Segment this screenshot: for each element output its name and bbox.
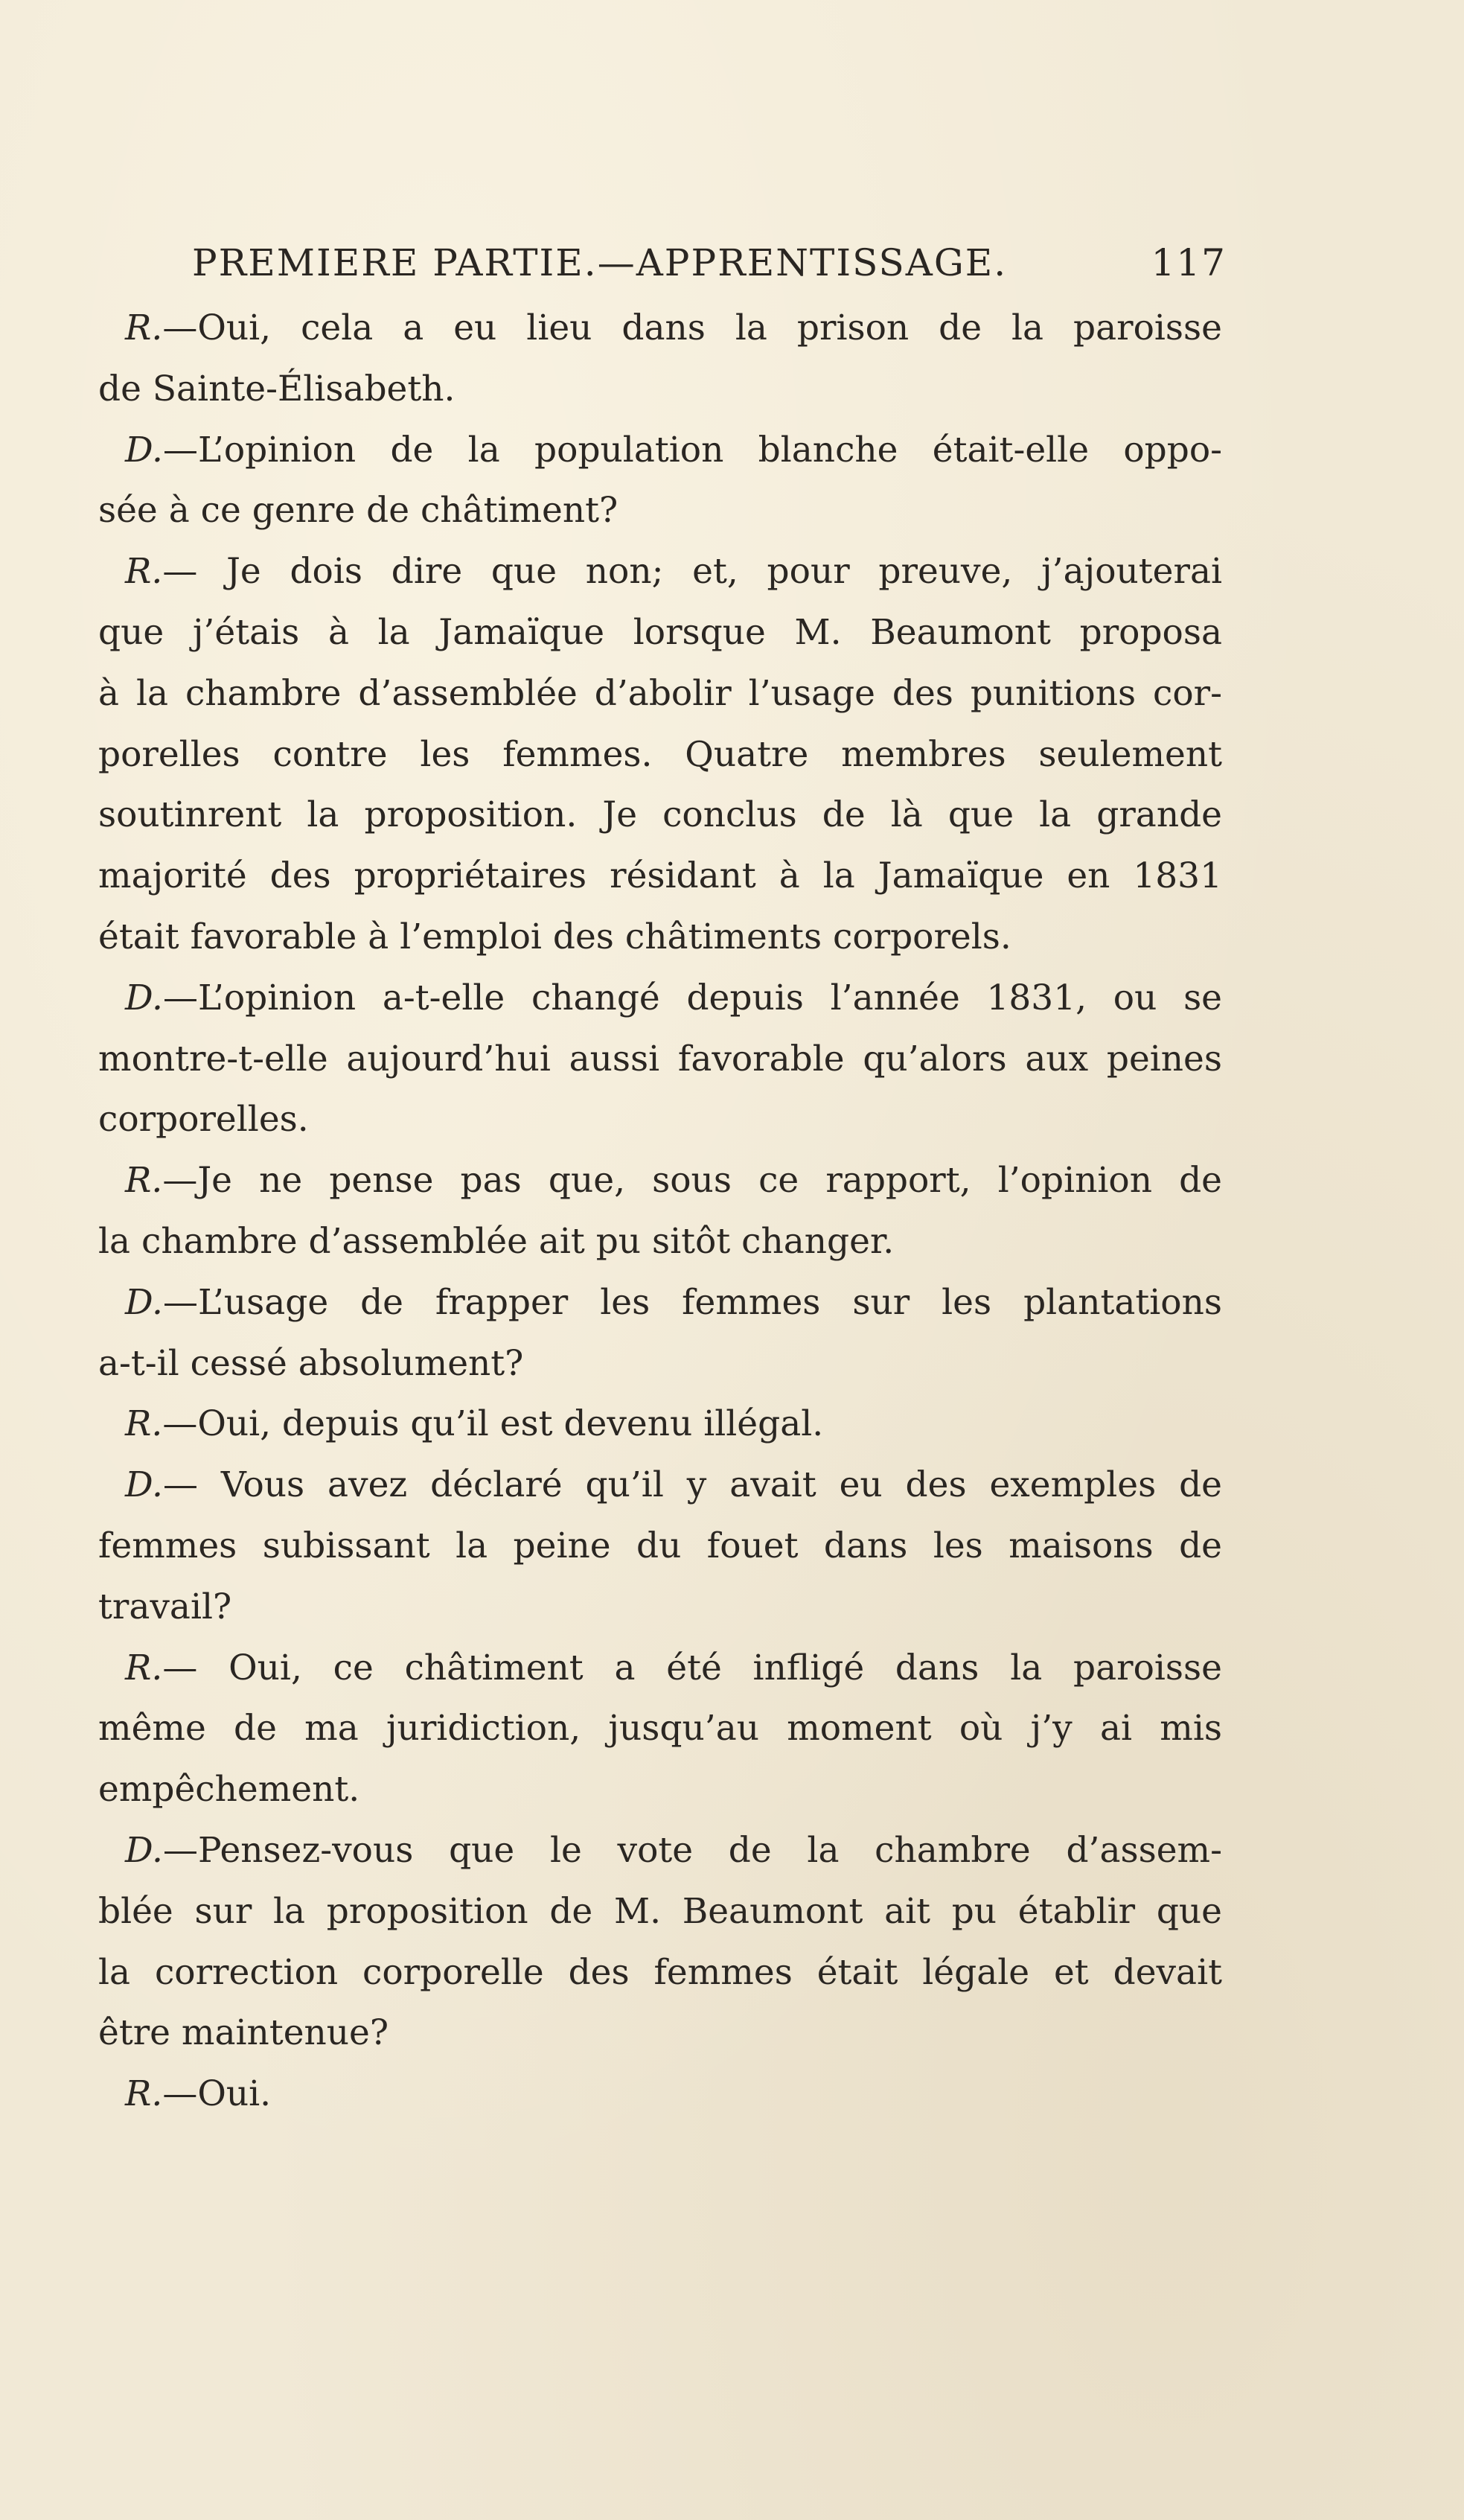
line-text: la correction corporelle des femmes était légale et devait [98,1951,1222,1993]
line-text: —Oui, depuis qu’il est devenu illégal. [162,1403,824,1445]
line-text: être maintenue? [98,2012,389,2054]
text-line [98,785,1222,846]
speaker-label: D. [125,1281,163,1323]
text-line [98,724,1222,785]
text-line [98,1698,1222,1759]
text-line [98,602,1222,663]
line-text: —Je ne pense pas que, sous ce rapport, l’opinion de [162,1160,1222,1202]
line-text: sée à ce genre de châtiment? [98,490,618,532]
text-line [98,1211,1222,1272]
speaker-label: R. [125,1160,163,1202]
text-line [98,1150,1222,1211]
running-title: PREMIERE PARTIE.—APPRENTISSAGE. [192,241,1008,284]
line-text: — Oui, ce châtiment a été infligé dans la paroisse [162,1647,1222,1688]
text-line [98,420,1222,481]
text-line [98,1577,1222,1638]
text-line [98,846,1222,907]
text-line [98,298,1222,359]
text-line [98,1759,1222,1820]
text-line [98,2064,1222,2125]
text-line [98,1272,1222,1333]
speaker-label: D. [125,977,163,1018]
text-line [98,663,1222,724]
speaker-label: R. [125,2073,163,2115]
line-text: corporelles. [98,1099,309,1141]
line-text: porelles contre les femmes. Quatre membres seulement [98,733,1222,775]
text-line [98,1394,1222,1455]
body-text [98,298,1222,2125]
page-number: 117 [1151,241,1227,284]
text-line [98,480,1222,541]
line-text: —L’opinion de la population blanche était-elle oppo- [162,429,1222,470]
text-line [98,1820,1222,1881]
line-text: majorité des propriétaires résidant à la Jamaïque en 1831 [98,855,1222,897]
text-line [98,1638,1222,1699]
speaker-label: D. [125,1829,163,1871]
line-text: était favorable à l’emploi des châtiments corporels. [98,916,1011,957]
text-line [98,968,1222,1029]
line-text: —Pensez-vous que le vote de la chambre d’assem- [162,1829,1222,1871]
line-text: femmes subissant la peine du fouet dans les maisons de [98,1525,1222,1566]
text-line [98,1881,1222,1942]
speaker-label: R. [125,1647,163,1688]
line-text: de Sainte-Élisabeth. [98,368,455,409]
text-line [98,359,1222,420]
line-text: soutinrent la proposition. Je conclus de là que la grande [98,794,1222,836]
text-line [98,1333,1222,1394]
speaker-label: R. [125,307,163,348]
text-line [98,1455,1222,1516]
text-line [98,1029,1222,1090]
running-head [192,237,1227,289]
line-text: blée sur la proposition de M. Beaumont ait pu établir que [98,1890,1222,1932]
speaker-label: D. [125,429,163,470]
line-text: la chambre d’assemblée ait pu sitôt changer. [98,1220,895,1262]
text-line [98,541,1222,602]
speaker-label: R. [125,551,163,593]
line-text: montre-t-elle aujourd’hui aussi favorable qu’alors aux peines [98,1038,1222,1079]
line-text: même de ma juridiction, jusqu’au moment où j’y ai mis [98,1708,1222,1749]
line-text: que j’étais à la Jamaïque lorsque M. Beaumont proposa [98,611,1222,653]
line-text: empêchement. [98,1769,360,1811]
speaker-label: R. [125,1403,163,1445]
line-text: — Vous avez déclaré qu’il y avait eu des exemples de [162,1464,1222,1506]
line-text: travail? [98,1586,232,1627]
line-text: —Oui, cela a eu lieu dans la prison de la paroisse [162,307,1222,348]
line-text: — Je dois dire que non; et, pour preuve, j’ajouterai [162,551,1222,593]
line-text: a-t-il cessé absolument? [98,1342,524,1384]
line-text: —L’usage de frapper les femmes sur les plantations [162,1281,1222,1323]
text-line [98,1942,1222,2003]
text-line [98,907,1222,968]
text-line [98,1089,1222,1150]
line-text: —L’opinion a-t-elle changé depuis l’année 1831, ou se [162,977,1222,1018]
text-line [98,1516,1222,1577]
text-line [98,2003,1222,2064]
line-text: —Oui. [162,2073,272,2115]
line-text: à la chambre d’assemblée d’abolir l’usage des punitions cor- [98,672,1222,714]
speaker-label: D. [125,1464,163,1506]
